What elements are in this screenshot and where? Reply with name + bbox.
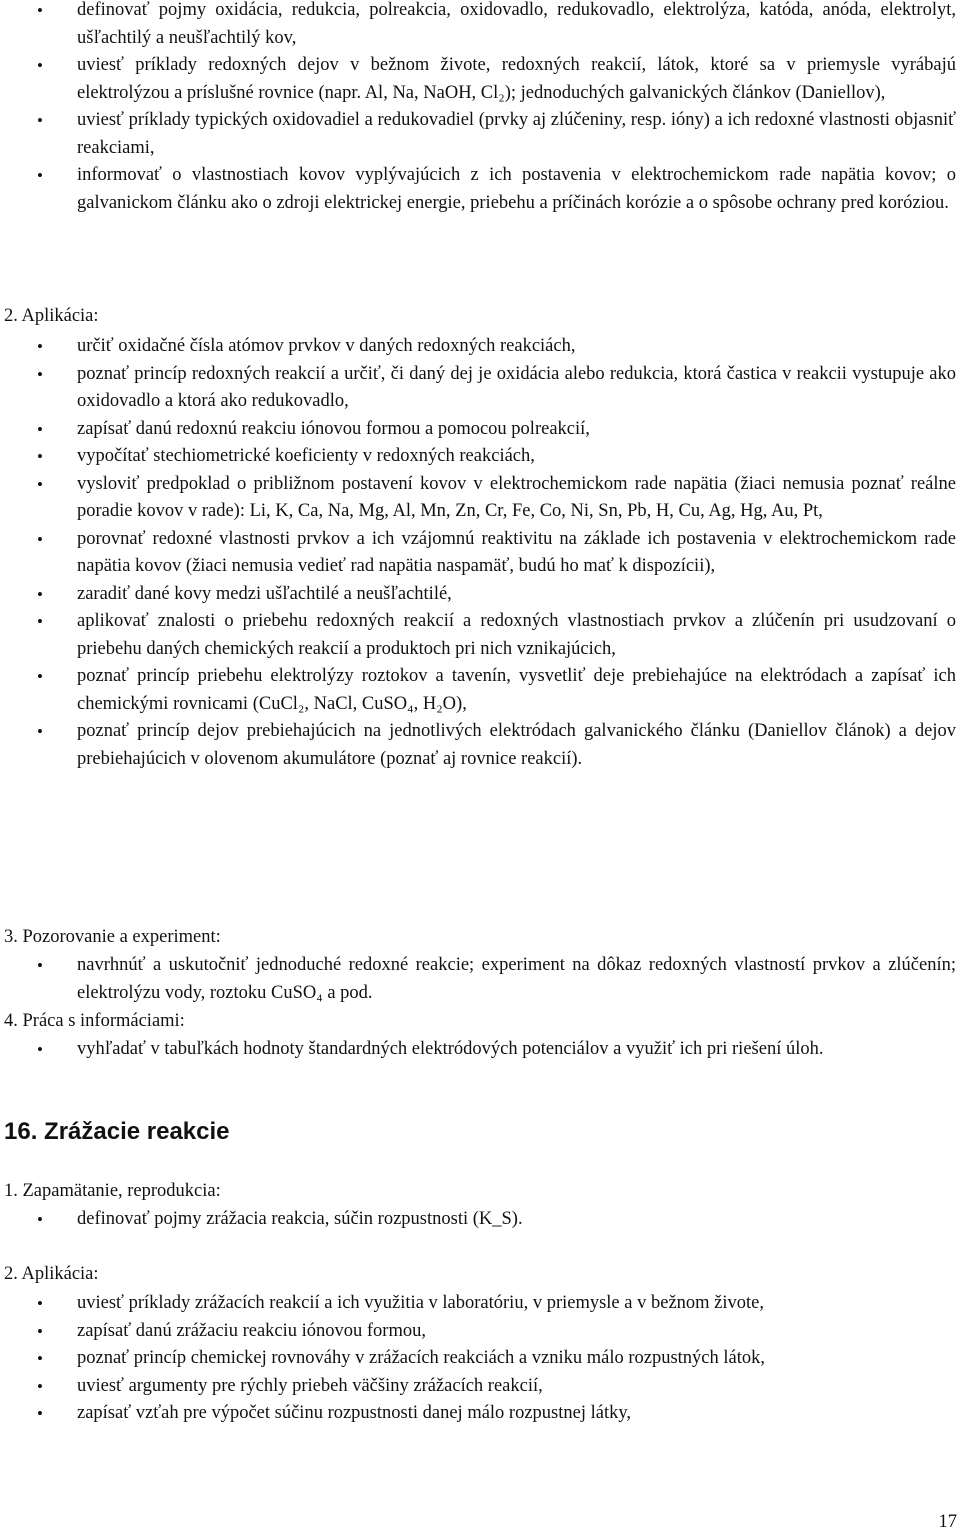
chapter-heading: 16. Zrážacie reakcie (4, 1118, 230, 1145)
section-title-aplikacia-16: 2. Aplikácia: (4, 1264, 99, 1284)
list-item: • poznať princíp priebehu elektrolýzy roztokov a tavenín, vysvetliť deje prebiehajúce na elektródach a zapísať ich chemickými rovnicami (CuCl₂, NaCl, CuSO₄, H₂O), (0, 663, 958, 718)
list-item: • vyhľadať v tabuľkách hodnoty štandardných elektródových potenciálov a využiť ich pri riešení úloh. (0, 1036, 958, 1064)
aplikacia-16-list (0, 1290, 958, 1428)
section-title-aplikacia: 2. Aplikácia: (4, 306, 99, 326)
list-item: • vypočítať stechiometrické koeficienty v redoxných reakciách, (0, 443, 958, 471)
list-item: • zapísať danú redoxnú reakciu iónovou formou a pomocou polreakcií, (0, 416, 958, 444)
list-item: • uviesť príklady typických oxidovadiel a redukovadiel (prvky aj zlúčeniny, resp. ióny) a ich redoxné vlastnosti objasniť reakciami, (0, 107, 958, 162)
list-item: • poznať princíp chemickej rovnováhy v zrážacích reakciách a vzniku málo rozpustných látok, (0, 1345, 958, 1373)
list-item: • porovnať redoxné vlastnosti prvkov a ich vzájomnú reaktivitu na základe ich postavenia v elektrochemickom rade napätia kovov (žiaci nemusia vedieť rad napätia naspamäť, budú ho mať k dispozícii), (0, 526, 958, 581)
section-title-praca: 4. Práca s informáciami: (4, 1011, 185, 1031)
objectives-list-top (0, 0, 958, 217)
section-title-zapamatanie: 1. Zapamätanie, reprodukcia: (4, 1181, 221, 1201)
list-item: • aplikovať znalosti o priebehu redoxných reakcií a redoxných vlastnostiach prvkov a zlúčenín pri usudzovaní o priebehu daných chemických reakcií a produktoch pri nich vznikajúcich, (0, 608, 958, 663)
list-item: • poznať princíp redoxných reakcií a určiť, či daný dej je oxidácia alebo redukcia, ktorá častica v reakcii vystupuje ako oxidovadlo a ktorá ako redukovadlo, (0, 361, 958, 416)
aplikacia-list (0, 333, 958, 773)
section-title-pozorovanie: 3. Pozorovanie a experiment: (4, 927, 221, 947)
list-item: • zaradiť dané kovy medzi ušľachtilé a neušľachtilé, (0, 581, 958, 609)
praca-list (0, 1036, 958, 1064)
zapamatanie-list (0, 1206, 958, 1234)
pozorovanie-list (0, 952, 958, 1007)
list-item: • poznať princíp dejov prebiehajúcich na jednotlivých elektródach galvanického článku (Daniellov článok) a dejov prebiehajúcich v olovenom akumulátore (poznať aj rovnice reakcií). (0, 718, 958, 773)
list-item: • uviesť príklady redoxných dejov v bežnom živote, redoxných reakcií, látok, ktoré sa v priemysle vyrábajú elektrolýzou a príslušné rovnice (napr. Al, Na, NaOH, Cl₂); jednoduchých galvanických článkov (Daniellov), (0, 52, 958, 107)
list-item: • zapísať danú zrážaciu reakciu iónovou formou, (0, 1318, 958, 1346)
list-item: • navrhnúť a uskutočniť jednoduché redoxné reakcie; experiment na dôkaz redoxných vlastností prvkov a zlúčenín; elektrolýzu vody, roztoku CuSO₄ a pod. (0, 952, 958, 1007)
list-item: • uviesť argumenty pre rýchly priebeh väčšiny zrážacích reakcií, (0, 1373, 958, 1401)
list-item: • určiť oxidačné čísla atómov prvkov v daných redoxných reakciách, (0, 333, 958, 361)
page-number: 17 (938, 1512, 957, 1532)
list-item: • zapísať vzťah pre výpočet súčinu rozpustnosti danej málo rozpustnej látky, (0, 1400, 958, 1428)
list-item: • definovať pojmy zrážacia reakcia, súčin rozpustnosti (K_S). (0, 1206, 958, 1234)
list-item: • informovať o vlastnostiach kovov vyplývajúcich z ich postavenia v elektrochemickom rade napätia kovov; o galvanickom článku ako o zdroji elektrickej energie, priebehu a príčinách korózie a o spôsobe ochrany pred koróziou. (0, 162, 958, 217)
list-item: • definovať pojmy oxidácia, redukcia, polreakcia, oxidovadlo, redukovadlo, elektrolýza, katóda, anóda, elektrolyt, ušľachtilý a neušľachtilý kov, (0, 0, 958, 52)
list-item: • uviesť príklady zrážacích reakcií a ich využitia v laboratóriu, v priemysle a v bežnom živote, (0, 1290, 958, 1318)
list-item: • vysloviť predpoklad o približnom postavení kovov v elektrochemickom rade napätia (žiaci nemusia poznať reálne poradie kovov v rade): Li, K, Ca, Na, Mg, Al, Mn, Zn, Cr, Fe, Co, Ni, Sn, Pb, H, Cu, Ag, Hg, Au, Pt, (0, 471, 958, 526)
